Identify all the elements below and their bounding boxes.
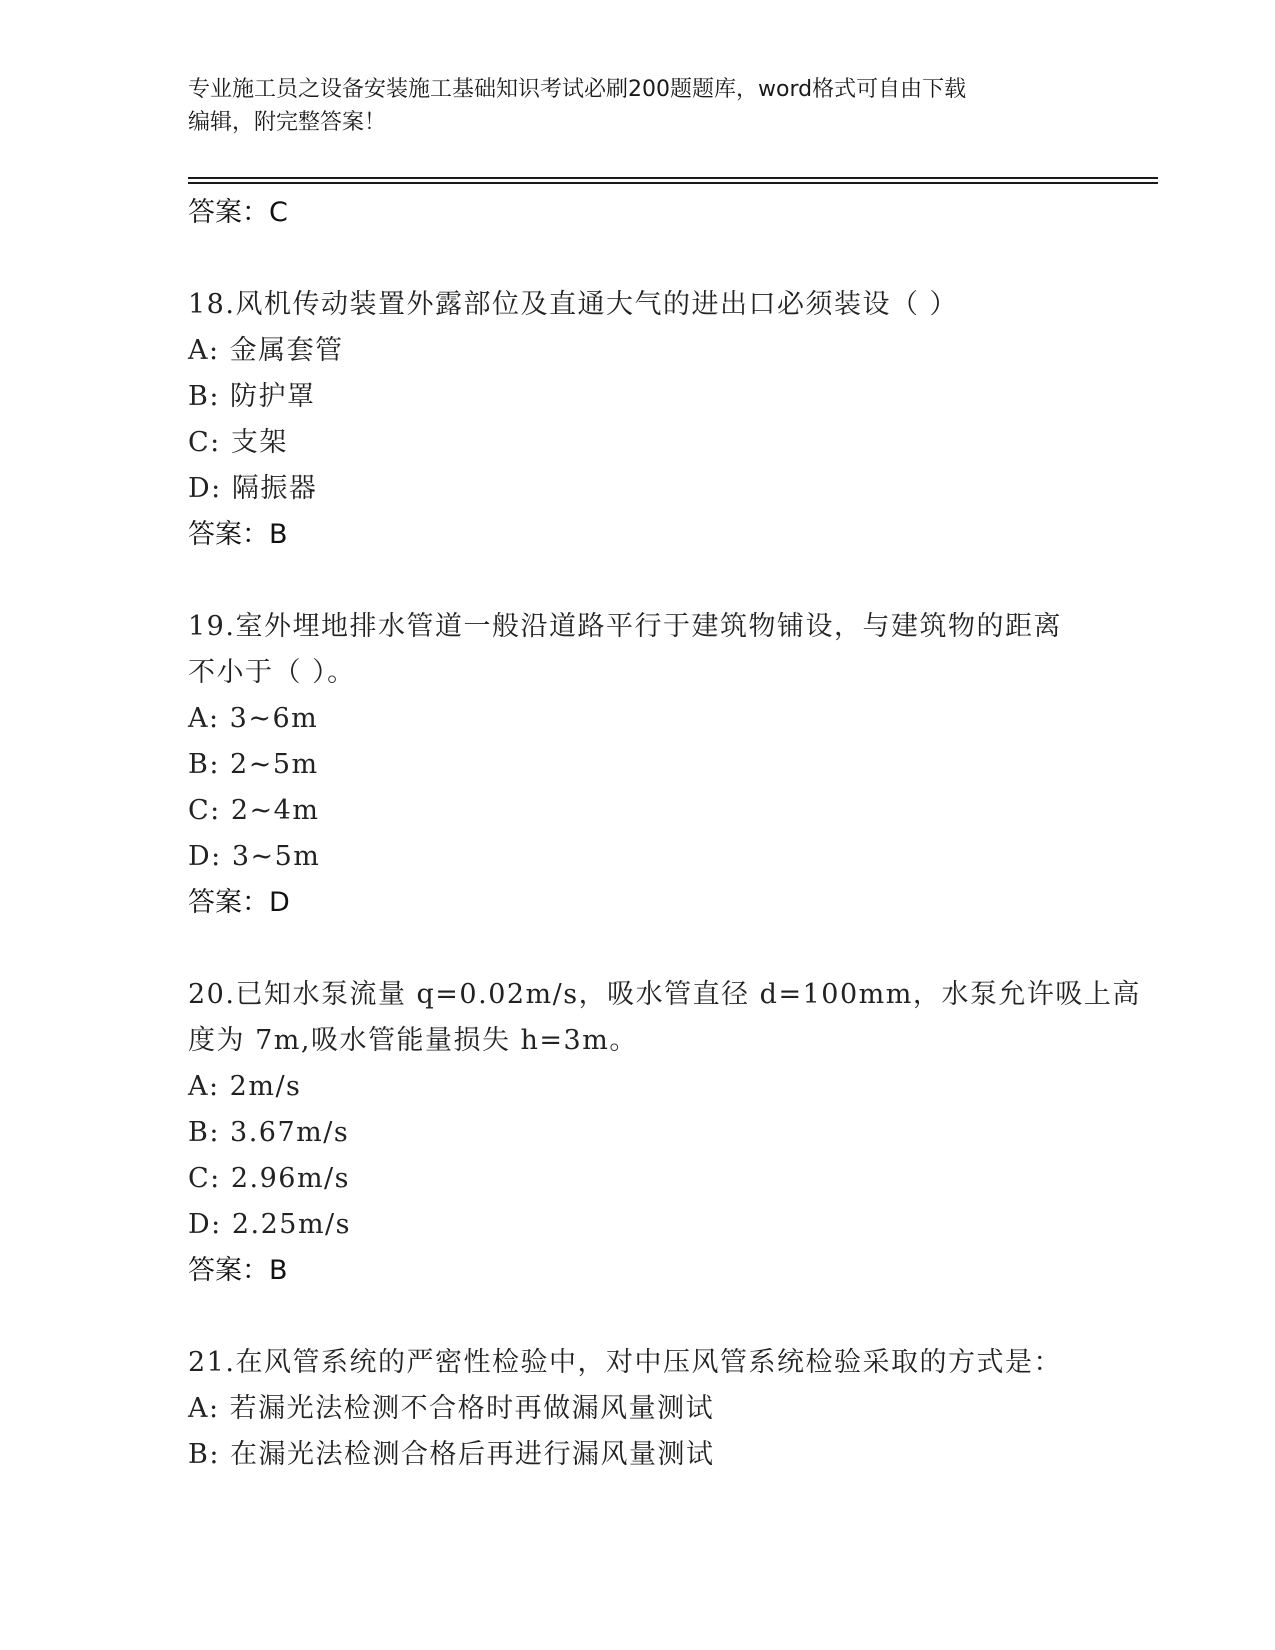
option-b: B: 3.67m/s — [188, 1117, 350, 1148]
option-d: D: 隔振器 — [188, 473, 318, 504]
question-20 — [188, 972, 1141, 1294]
block-spacer — [188, 558, 1088, 604]
question-text: 19.室外埋地排水管道一般沿道路平行于建筑物铺设，与建筑物的距离 — [188, 611, 1062, 642]
question-21 — [188, 1340, 1088, 1478]
question-text-continued: 度为 7m,吸水管能量损失 h=3m。 — [188, 1025, 638, 1056]
answer-line: 答案：B — [188, 1255, 288, 1286]
answer-line-17: 答案：C — [188, 197, 288, 228]
option-c: C: 2.96m/s — [188, 1163, 351, 1194]
question-text: 20.已知水泵流量 q=0.02m/s，吸水管直径 d=100mm，水泵允许吸上高 — [188, 979, 1141, 1010]
header-title-line-1: 专业施工员之设备安装施工基础知识考试必刷200题题库，word格式可自由下载 — [188, 77, 967, 102]
option-b: B: 在漏光法检测合格后再进行漏风量测试 — [188, 1439, 715, 1470]
block-spacer — [188, 236, 1088, 282]
answer-line: 答案：B — [188, 519, 288, 550]
question-19 — [188, 604, 1088, 926]
option-c: C: 2~4m — [188, 795, 320, 826]
option-a: A: 3~6m — [188, 703, 319, 734]
option-a: A: 若漏光法检测不合格时再做漏风量测试 — [188, 1393, 715, 1424]
question-text: 18.风机传动装置外露部位及直通大气的进出口必须装设（ ） — [188, 289, 959, 320]
question-text: 21.在风管系统的严密性检验中，对中压风管系统检验采取的方式是： — [188, 1347, 1062, 1378]
option-b: B: 防护罩 — [188, 381, 316, 412]
answer-line: 答案：D — [188, 887, 290, 918]
question-text-continued: 不小于（ ）。 — [188, 657, 356, 688]
block-spacer — [188, 1294, 1088, 1340]
question-18 — [188, 282, 1088, 558]
option-d: D: 3~5m — [188, 841, 321, 872]
option-c: C: 支架 — [188, 427, 288, 458]
question-list — [188, 190, 1141, 1478]
header-divider-top — [188, 177, 1158, 179]
header-title-line-2: 编辑，附完整答案！ — [188, 110, 387, 135]
option-a: A: 金属套管 — [188, 335, 344, 366]
option-d: D: 2.25m/s — [188, 1209, 351, 1240]
header-divider-bottom — [188, 182, 1158, 184]
option-b: B: 2~5m — [188, 749, 319, 780]
option-a: A: 2m/s — [188, 1071, 302, 1102]
block-spacer — [188, 926, 1088, 972]
document-header — [188, 73, 1078, 139]
